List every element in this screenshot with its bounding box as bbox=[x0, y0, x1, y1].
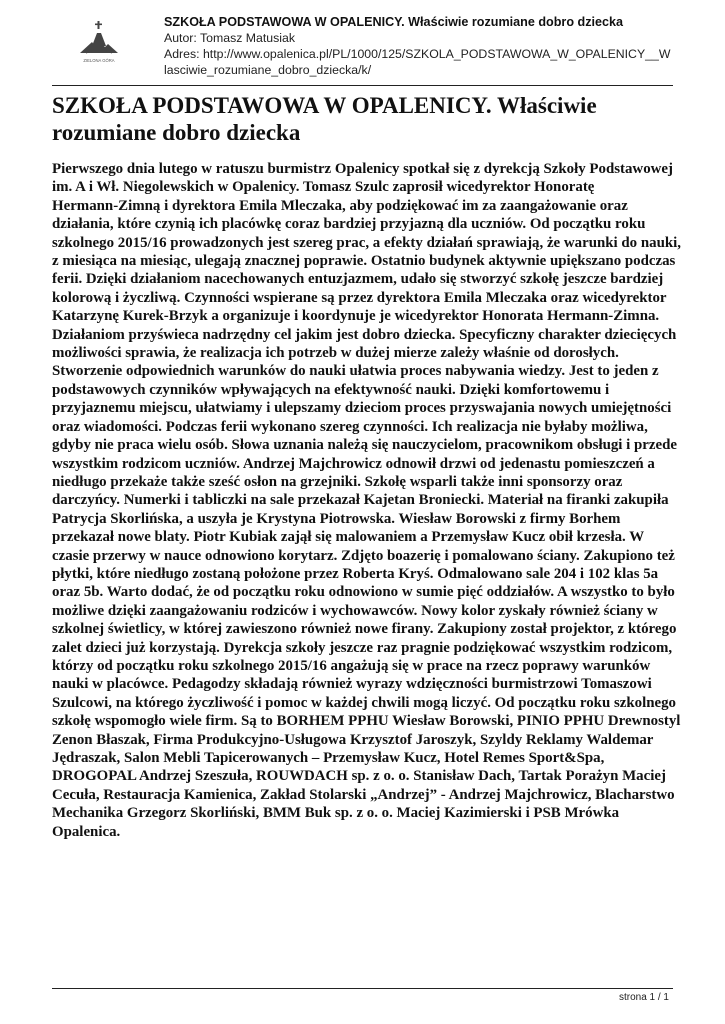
article-line: działania, które czynią ich placówkę coraz bardziej przyjazną dla uczniów. Od początku roku bbox=[52, 216, 646, 233]
article-line: płytki, które niedługo zostaną położone przez Roberta Kryś. Odmalowano sale 204 i 102 klas 5a bbox=[52, 565, 659, 582]
article-body bbox=[52, 160, 681, 841]
article-line: szkolnego 2015/16 prowadzonych jest szereg prac, a efekty działań sprawiają, że warunki do nauki, bbox=[52, 234, 681, 251]
header-divider bbox=[52, 85, 673, 86]
header-author: Autor: Tomasz Matusiak bbox=[164, 31, 295, 45]
article-line: Cecuła, Restauracja Kamienica, Zakład Stolarski „Andrzej” - Andrzej Majchrowicz, Blacharstwo bbox=[52, 786, 675, 803]
article-line: nauki w placówce. Pedagodzy składają również wyrazy wdzięczności burmistrzowi Tomaszowi bbox=[52, 676, 652, 693]
header-address-line-2: lasciwie_rozumiane_dobro_dziecka/k/ bbox=[164, 63, 372, 77]
article-line: im. A i Wł. Niegolewskich w Opalenicy. Tomasz Szulc zaprosił wicedyrektor Honoratę bbox=[52, 179, 595, 196]
article-line: Stworzenie odpowiednich warunków do nauki ułatwia proces nabywania wiedzy. Jest to jeden z bbox=[52, 363, 659, 380]
article-line: oraz wiadomości. Podczas ferii wykonano szereg czynności. Ich realizacja nie byłaby możliwa, bbox=[52, 418, 648, 435]
footer-divider bbox=[52, 988, 673, 989]
article-line: Szulcowi, na którego życzliwość i pomoc w każdej chwili mogą liczyć. Od początku roku szkolnego bbox=[52, 694, 676, 711]
article-line: zalet dzieci już korzystają. Dyrekcja szkoły jeszcze raz pragnie podziękować wszystkim rodzicom, bbox=[52, 639, 673, 656]
article-line: możliwe dzięki zaangażowaniu rodziców i wychowawców. Nowy kolor zyskały również ściany w bbox=[52, 602, 658, 619]
article-line: DROGOPAL Andrzej Szeszuła, ROUWDACH sp. z o. o. Stanisław Dach, Tartak Porażyn Maciej bbox=[52, 768, 666, 785]
logo-caption: ZIELONA GÓRA bbox=[83, 58, 115, 63]
article-line: Zenon Błaszak, Firma Produkcyjno-Usługowa Krzysztof Jaroszyk, Szyldy Reklamy Waldemar bbox=[52, 731, 654, 748]
header-address-line-1: Adres: http://www.opalenica.pl/PL/1000/125/SZKOLA_PODSTAWOWA_W_OPALENICY__W bbox=[164, 47, 671, 61]
article-line: czasie przerwy w nauce odnowiono korytarz. Zdjęto boazerię i pomalowano ściany. Zakupiono też bbox=[52, 547, 675, 564]
article-line: z miesiąca na miesiąc, ulegają znacznej poprawie. Ostatnio budynek aktywnie upiększano podczas bbox=[52, 253, 676, 270]
article-line: Katarzynę Kurek-Brzyk a organizuje i koordynuje je wicedyrektor Honorata Hermann-Zimna. bbox=[52, 308, 660, 325]
article-line: podstawowych czynników wpływających na efektywność nauki. Dzięki komfortowemu i bbox=[52, 381, 610, 398]
article-line: Jędraszak, Salon Mebli Tapicerowanych – Przemysław Kucz, Hotel Remes Sport&Spa, bbox=[52, 750, 605, 766]
article-title bbox=[52, 92, 672, 146]
article-line: kolorową i życzliwą. Czynności wspierane są przez dyrektora Emila Mleczaka oraz wicedyrektor bbox=[52, 289, 667, 306]
article-line: wszystkim rodzicom uczniów. Andrzej Majchrowicz odnowił drzwi od jedenastu pomieszczeń a bbox=[52, 455, 655, 472]
page-number: strona 1 / 1 bbox=[618, 992, 669, 1003]
document-header bbox=[164, 14, 704, 78]
article-title-line: rozumiane dobro dziecka bbox=[52, 120, 301, 145]
article-line: oraz 5b. Warto dodać, że od początku roku odnowiono w sumie pięć oddziałów. A wszystko to było bbox=[52, 584, 675, 601]
article-line: niedługo przekaże także sześć osłon na grzejniki. Szkołę wsparli także inni sponsorzy oraz bbox=[52, 473, 623, 490]
article-line: szkołę wspomogło wiele firm. Są to BORHEM PPHU Wiesław Borowski, PINIO PPHU Drewnostyl bbox=[52, 713, 681, 730]
article-line: możliwości sprawia, że realizacja ich potrzeb w dużej mierze zależy właśnie od dorosłych. bbox=[52, 345, 619, 362]
article-title-line: SZKOŁA PODSTAWOWA W OPALENICY. Właściwie bbox=[52, 93, 597, 118]
article-line: przekazał nowe blaty. Piotr Kubiak zajął się malowaniem a Przemysław Kucz obił krzesła. W bbox=[52, 529, 645, 546]
article-line: którzy od początku roku szkolnego 2015/16 angażują się w prace na rzecz poprawy warunków bbox=[52, 657, 651, 674]
zielona-gora-coat-of-arms-icon bbox=[70, 20, 128, 68]
article-line: Mechanika Grzegorz Skorliński, BMM Buk sp. z o. o. Maciej Kazimierski i PSB Mrówka bbox=[52, 805, 620, 822]
header-title: SZKOŁA PODSTAWOWA W OPALENICY. Właściwie rozumiane dobro dziecka bbox=[164, 15, 624, 29]
article-line: Działaniom przyświeca nadrzędny cel jakim jest dobro dziecka. Specyficzny charakter dziecięcych bbox=[52, 326, 677, 343]
article-line: Opalenica. bbox=[52, 823, 121, 840]
article-line: Pierwszego dnia lutego w ratuszu burmistrz Opalenicy spotkał się z dyrekcją Szkoły Podstawowej bbox=[52, 161, 673, 177]
article-line: przyjaznemu miejscu, ułatwiamy i ulepszamy dzieciom proces przyswajania nowych umiejętności bbox=[52, 400, 672, 417]
article-line: szkolnej świetlicy, w której zawieszono również nowe firany. Zakupiony został projektor, z którego bbox=[52, 621, 677, 638]
article-line: ferii. Dzięki działaniom nacechowanych entuzjazmem, udało się stworzyć szkołę jeszcze bardziej bbox=[52, 271, 664, 288]
article-line: darczyńcy. Numerki i tabliczki na sale przekazał Kajetan Broniecki. Materiał na firanki zakupiła bbox=[52, 492, 669, 509]
article-line: gdyby nie praca wielu osób. Słowa uznania należą się nauczycielom, pracownikom obsługi i przede bbox=[52, 437, 678, 454]
article-line: Hermann-Zimną i dyrektora Emila Mleczaka, aby podziękować im za zaangażowanie oraz bbox=[52, 197, 628, 214]
article-line: Patrycja Skorlińska, a uszyła je Krystyna Piotrowska. Wiesław Borowski z firmy Borhem bbox=[52, 510, 621, 527]
